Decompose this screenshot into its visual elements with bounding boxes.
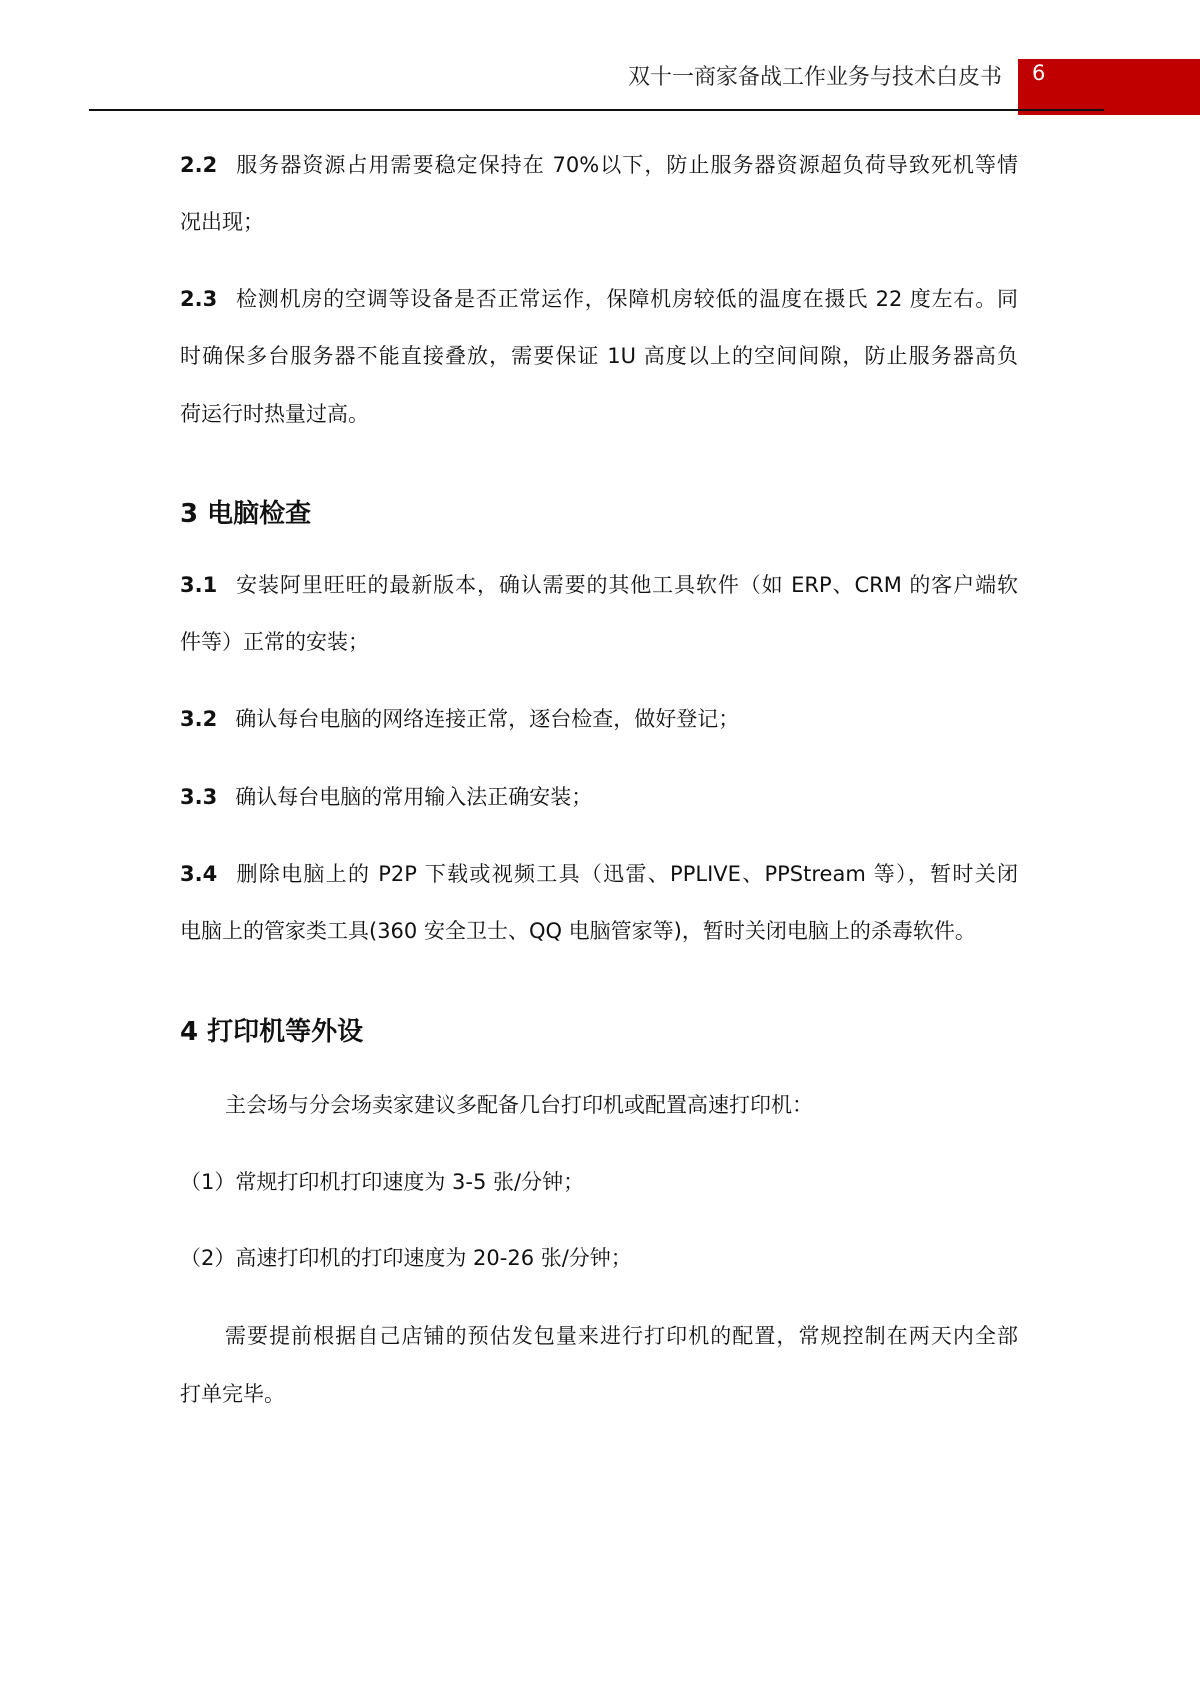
item-number: 3.1 [180,573,218,597]
line-text: 安装阿里旺旺的最新版本，确认需要的其他工具软件（如 ERP、CRM 的客户端软 [235,573,1018,597]
paragraph-line [180,570,1018,600]
paragraph-line: 需要提前根据自己店铺的预估发包量来进行打印机的配置，常规控制在两天内全部 [225,1324,1018,1348]
item-number: 2.3 [180,287,218,311]
list-item: （1）常规打印机打印速度为 3-5 张/分钟； [180,1170,585,1194]
paragraph-line: 况出现； [180,210,264,234]
paragraph-line: 打单完毕。 [180,1382,285,1406]
paragraph-line [180,782,1018,812]
section-heading: 3 电脑检查 [180,499,312,529]
item-number: 3.2 [180,707,218,731]
item-number: 2.2 [180,153,218,177]
paragraph-line: 主会场与分会场卖家建议多配备几台打印机或配置高速打印机： [225,1093,813,1117]
item-number: 3.4 [180,862,218,886]
paragraph-line [180,284,1018,314]
paragraph-line: 时确保多台服务器不能直接叠放，需要保证 1U 高度以上的空间间隙，防止服务器高负 [180,344,1018,368]
section-heading: 4 打印机等外设 [180,1017,364,1047]
header-title: 双十一商家备战工作业务与技术白皮书 [627,65,1002,90]
paragraph-line: 荷运行时热量过高。 [180,402,369,426]
list-item: （2）高速打印机的打印速度为 20-26 张/分钟； [180,1246,632,1270]
line-text: 检测机房的空调等设备是否正常运作，保障机房较低的温度在摄氏 22 度左右。同 [235,287,1018,311]
page-number: 6 [1018,59,1200,115]
paragraph-line: 件等）正常的安装； [180,630,369,654]
item-number: 3.3 [180,785,218,809]
line-text: 服务器资源占用需要稳定保持在 70%以下，防止服务器资源超负荷导致死机等情 [235,153,1018,177]
line-text: 确认每台电脑的网络连接正常，逐台检查，做好登记； [235,707,740,731]
paragraph-line: 电脑上的管家类工具(360 安全卫士、QQ 电脑管家等)，暂时关闭电脑上的杀毒软件。 [180,919,976,943]
header-rule [89,109,1104,111]
paragraph-line [180,859,1018,889]
line-text: 确认每台电脑的常用输入法正确安装； [235,785,593,809]
paragraph-line [180,150,1018,180]
line-text: 删除电脑上的 P2P 下载或视频工具（迅雷、PPLIVE、PPStream 等），暂时关闭 [235,862,1018,886]
paragraph-line [180,704,1018,734]
